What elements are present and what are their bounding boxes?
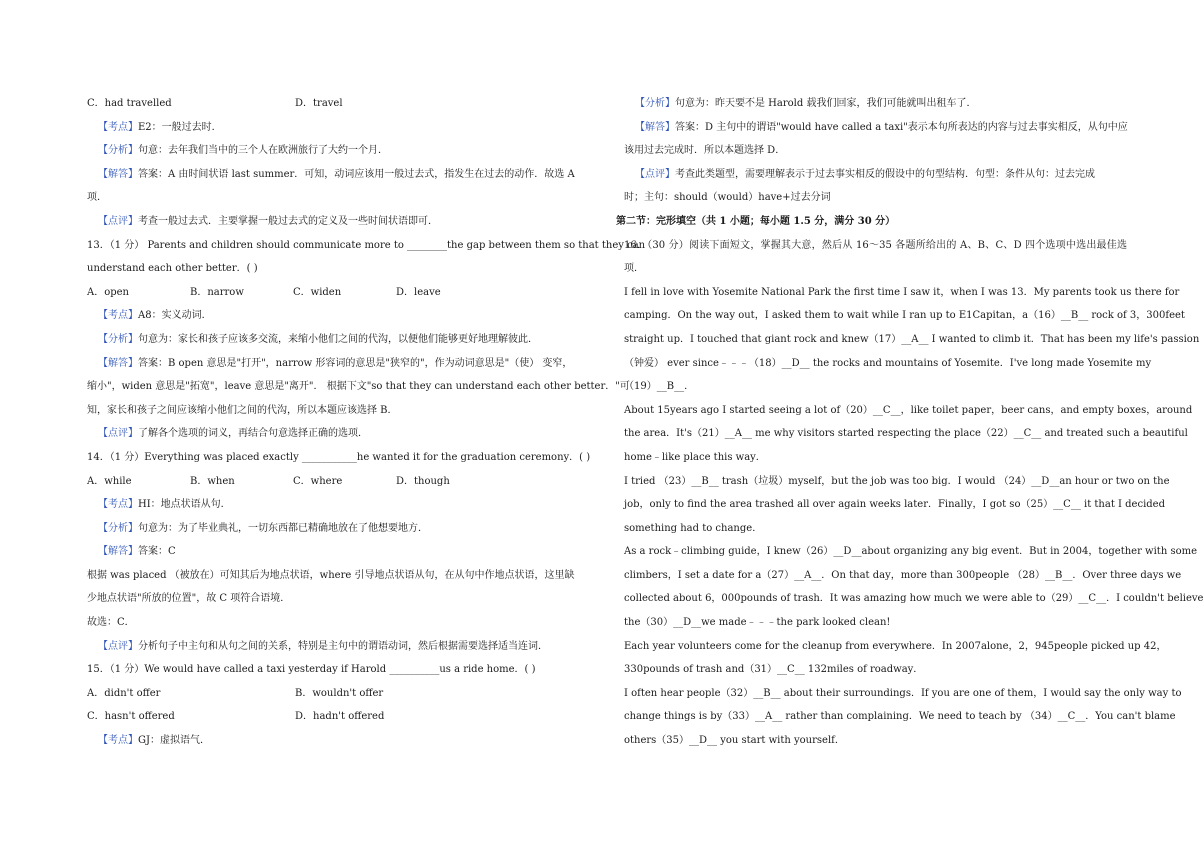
text-line <box>87 470 590 494</box>
section-tag: 【考点】 <box>98 735 138 747</box>
text-line <box>87 210 590 234</box>
section-tag: 【解答】 <box>98 546 138 558</box>
tag-content: 了解各个选项的词义，再结合句意选择正确的选项． <box>138 428 368 440</box>
text-line <box>624 92 1127 116</box>
text-line: 16．（30 分）阅读下面短文，掌握其大意，然后从 16～35 各题所给出的 A、B、C、D 四个选项中选出最佳选 <box>624 239 1127 251</box>
answer-option: B．narrow <box>190 286 244 298</box>
section-tag: 【点评】 <box>98 640 138 652</box>
section-tag: 【点评】 <box>98 428 138 440</box>
text-line: Each year volunteers come for the cleanup from everywhere．In 2007alone，2，945people picked up 42， <box>624 640 1167 652</box>
tag-content: 句意：去年我们当中的三个人在欧洲旅行了大约一个月． <box>138 145 388 157</box>
answer-option: C．had travelled <box>87 98 172 109</box>
text-line: others（35）__D__ you start with yourself． <box>624 735 845 747</box>
answer-option: D．hadn't offered <box>295 711 385 723</box>
tag-content: 句意为：家长和孩子应该多交流，来缩小他们之间的代沟，以便他们能够更好地理解彼此． <box>138 333 538 345</box>
answer-option: B．wouldn't offer <box>295 687 384 699</box>
tag-content: E2：一般过去时． <box>138 121 222 133</box>
text-line: home﹣like place this way． <box>624 451 766 463</box>
text-line <box>87 92 590 116</box>
text-line: 第二节：完形填空（共 1 小题；每小题 1.5 分，满分 30 分） <box>616 215 896 227</box>
tag-content: HI：地点状语从句． <box>138 499 231 511</box>
section-tag: 【解答】 <box>98 168 138 180</box>
tag-content: A8：实义动词． <box>138 310 212 322</box>
tag-content: 考查此类题型，需要理解表示于过去事实相反的假设中的句型结构．句型：条件从句：过去完成 <box>675 168 1095 180</box>
text-line: 项． <box>624 263 644 275</box>
text-line: I tried （23）__B__ trash（垃圾）myself，but the job was too big．I would （24）__D__an hour or two on the <box>624 475 1170 487</box>
section-tag: 【分析】 <box>635 98 675 109</box>
text-line: something had to change． <box>624 522 763 534</box>
left-column <box>87 92 646 753</box>
text-line <box>87 139 590 163</box>
text-line <box>87 304 590 328</box>
answer-option: B．when <box>190 475 235 487</box>
section-tag: 【解答】 <box>98 357 138 369</box>
answer-option: A．while <box>87 475 132 487</box>
text-line <box>87 328 590 352</box>
text-line <box>87 540 590 564</box>
tag-content: 句意为：昨天要不是 Harold 载我们回家，我们可能就叫出租车了． <box>675 98 977 109</box>
text-line: the area．It's（21）__A__ me why visitors started respecting the place（22）__C__ and treated such a beautiful <box>624 428 1188 440</box>
section-tag: 【解答】 <box>635 121 675 133</box>
answer-option: D．travel <box>295 98 343 109</box>
section-tag: 【考点】 <box>98 499 138 511</box>
text-line: 该用过去完成时．所以本题选择 D． <box>624 145 786 157</box>
text-line <box>87 116 590 140</box>
text-line <box>87 281 590 305</box>
text-line: 少地点状语"所放的位置"，故 C 项符合语境． <box>87 593 291 605</box>
text-line: As a rock﹣climbing guide，I knew（26）__D__about organizing any big event．But in 2004，together with some <box>624 546 1198 558</box>
text-line <box>87 352 590 376</box>
text-line: the（30）__D__we made﹣﹣﹣the park looked clean! <box>624 617 891 629</box>
text-line <box>87 682 590 706</box>
text-line: change things is by（33）__A__ rather than complaining．We need to teach by （34）__C__．You can't blame <box>624 711 1176 723</box>
right-column <box>616 92 1203 753</box>
answer-option: A．didn't offer <box>87 687 161 699</box>
text-line: I often hear people（32）__B__ about their surroundings．If you are one of them，I would say the only way to <box>624 687 1182 699</box>
text-line: I fell in love with Yosemite National Park the first time I saw it，when I was 13．My parents took us there for <box>624 286 1180 298</box>
text-line <box>87 635 590 659</box>
text-line: About 15years ago I started seeing a lot of（20）__C__，like toilet paper，beer cans，and empty boxes，around <box>624 404 1193 416</box>
tag-content: GJ：虚拟语气． <box>138 735 210 747</box>
text-line: （19）__B__． <box>624 381 695 393</box>
text-line: job，only to find the area trashed all over again weeks later．Finally，I got so（25）__C__ it that I decided <box>624 499 1165 511</box>
answer-option: D．leave <box>396 286 441 298</box>
section-tag: 【分析】 <box>98 333 138 345</box>
text-line <box>87 422 590 446</box>
text-line: 15．（1 分）We would have called a taxi yesterday if Harold __________us a ride home．( ) <box>87 664 536 676</box>
text-line: 13．（1 分） Parents and children should communicate more to ________the gap between them so that they can <box>87 239 646 251</box>
text-line: climbers，I set a date for a（27）__A__．On that day，more than 300people （28）__B__．Over three days we <box>624 569 1182 581</box>
tag-content: 句意为：为了毕业典礼，一切东西都已精确地放在了他想要地方． <box>138 522 428 534</box>
text-line: 缩小"，widen 意思是"拓宽"，leave 意思是"离开"． 根据下文"so that they can understand each other better．"可 <box>87 381 630 393</box>
answer-option: A．open <box>87 286 130 298</box>
section-tag: 【分析】 <box>98 145 138 157</box>
text-line: 330pounds of trash and（31）__C__ 132miles of roadway． <box>624 664 924 676</box>
section-tag: 【点评】 <box>635 168 675 180</box>
text-line: collected about 6，000pounds of trash．It was amazing how much we were able to（29）__C__．I couldn't believe <box>624 593 1203 605</box>
text-line <box>87 517 590 541</box>
tag-content: 答案：B open 意思是"打开"，narrow 形容词的意思是"狭窄的"，作为动词意思是"（使） 变窄， <box>138 357 573 369</box>
text-line: 项． <box>87 192 107 204</box>
tag-content: 答案：C <box>138 546 176 558</box>
section-tag: 【考点】 <box>98 310 138 322</box>
text-line: camping．On the way out，I asked them to wait while I ran up to E1Capitan，a（16）__B__ rock of 3，300feet <box>624 310 1185 322</box>
text-line: 根据 was placed （被放在）可知其后为地点状语，where 引导地点状语从句，在从句中作地点状语，这里缺 <box>87 569 575 581</box>
text-line: understand each other better．( ) <box>87 263 258 275</box>
tag-content: 分析句子中主句和从句之间的关系，特别是主句中的谓语动词，然后根据需要选择适当连词． <box>138 640 548 652</box>
text-line: 时；主句：should（would）have+过去分词 <box>624 192 831 204</box>
text-line <box>87 493 590 517</box>
text-line <box>624 116 1127 140</box>
tag-content: 答案：D 主句中的谓语"would have called a taxi"表示本句所表达的内容与过去事实相反，从句中应 <box>675 121 1128 133</box>
answer-option: C．hasn't offered <box>87 711 175 723</box>
section-tag: 【考点】 <box>98 121 138 133</box>
section-tag: 【点评】 <box>98 215 138 227</box>
answer-option: D．though <box>396 475 450 487</box>
section-tag: 【分析】 <box>98 522 138 534</box>
text-line <box>87 729 590 753</box>
text-line: （钟爱） ever since﹣﹣﹣（18）__D__ the rocks and mountains of Yosemite．I've long made Yosemite my <box>624 357 1152 369</box>
text-line <box>624 163 1127 187</box>
text-line: 知，家长和孩子之间应该缩小他们之间的代沟，所以本题应该选择 B． <box>87 404 398 416</box>
answer-option: C．where <box>293 475 343 487</box>
text-line: 14．（1 分）Everything was placed exactly ___________he wanted it for the graduation ceremony．( ) <box>87 451 591 463</box>
text-line <box>87 163 590 187</box>
answer-option: C．widen <box>293 286 342 298</box>
tag-content: 考查一般过去式．主要掌握一般过去式的定义及一些时间状语即可． <box>138 215 438 227</box>
text-line <box>87 705 590 729</box>
text-line: straight up．I touched that giant rock and knew（17）__A__ I wanted to climb it．That has been my life's passion <box>624 333 1200 345</box>
text-line: 故选：C． <box>87 617 135 629</box>
tag-content: 答案：A 由时间状语 last summer．可知，动词应该用一般过去式，指发生在过去的动作．故选 A <box>138 168 575 180</box>
